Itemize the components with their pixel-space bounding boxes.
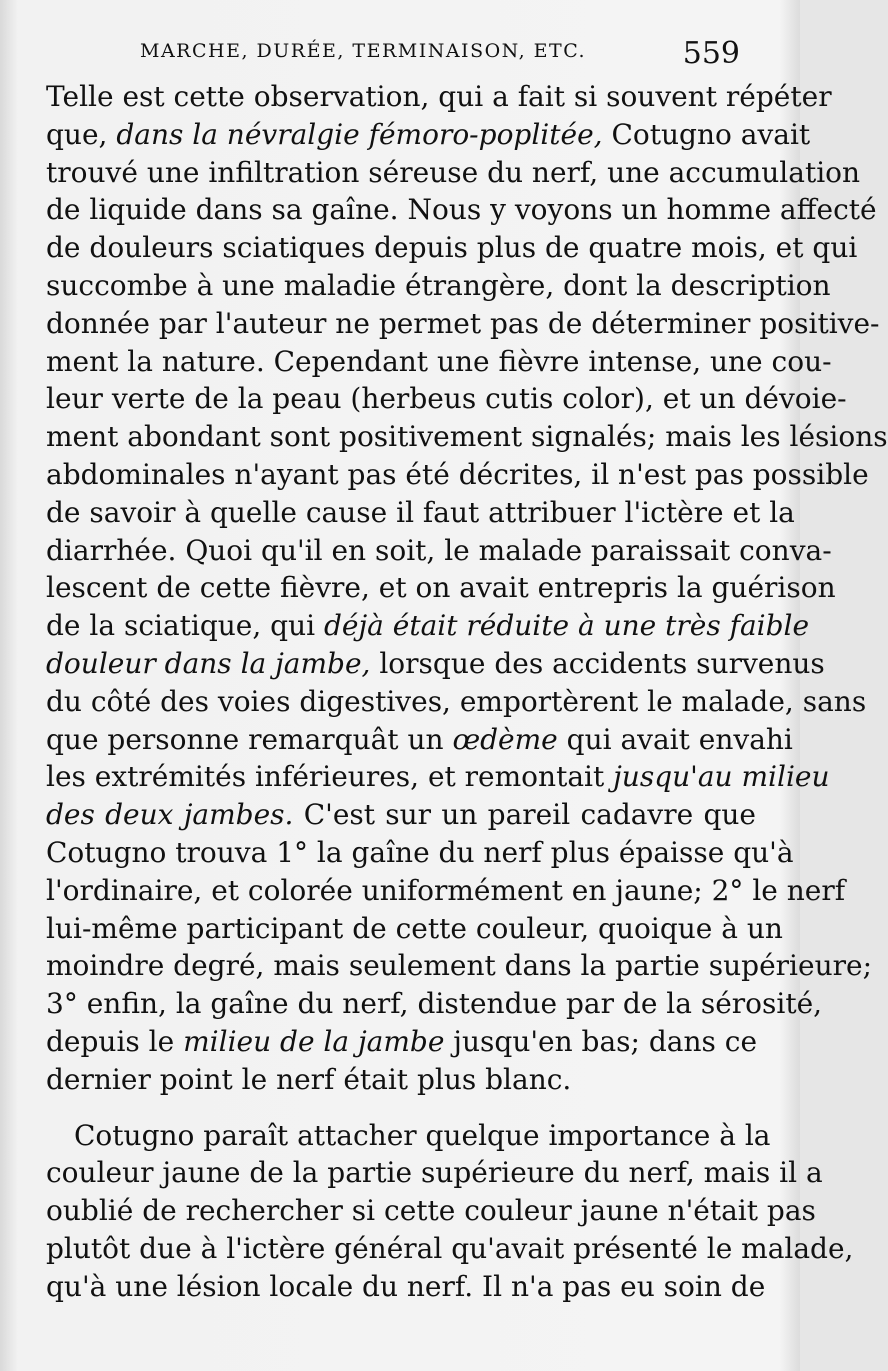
- text-segment: plutôt due à l'ictère général qu'avait présenté le malade,: [46, 1232, 854, 1265]
- text-segment: depuis le: [46, 1025, 184, 1058]
- text-line: [46, 267, 831, 307]
- italic-phrase: des deux jambes.: [46, 798, 294, 831]
- text-segment: Cotugno trouva 1° la gaîne du nerf plus épaisse qu'à: [46, 836, 794, 869]
- text-line: [46, 380, 847, 420]
- text-line: [46, 607, 810, 647]
- text-line: [46, 872, 846, 912]
- text-segment: dernier point le nerf était plus blanc.: [46, 1063, 572, 1096]
- italic-phrase: milieu de la jambe: [183, 1025, 445, 1058]
- text-line: [46, 1154, 823, 1194]
- text-segment: de douleurs sciatiques depuis plus de quatre mois, et qui: [46, 231, 858, 264]
- text-segment: C'est sur un pareil cadavre que: [293, 798, 757, 831]
- text-line: [46, 569, 836, 609]
- text-segment: leur verte de la peau (herbeus cutis color), et un dévoie-: [46, 382, 847, 415]
- text-segment: oublié de rechercher si cette couleur jaune n'était pas: [46, 1194, 816, 1227]
- text-segment: que personne remarquât un: [46, 723, 453, 756]
- text-line: [46, 1268, 766, 1308]
- text-line: [46, 758, 830, 798]
- running-head: MARCHE, DURÉE, TERMINAISON, ETC.: [140, 40, 587, 62]
- text-line: [46, 1192, 816, 1232]
- text-line: [46, 494, 795, 534]
- text-segment: succombe à une maladie étrangère, dont la description: [46, 269, 831, 302]
- text-line: [46, 418, 888, 458]
- text-segment: ment abondant sont positivement signalés; mais les lésions: [46, 420, 888, 453]
- text-line: [46, 834, 794, 874]
- text-segment: l'ordinaire, et colorée uniformément en jaune; 2° le nerf: [46, 874, 846, 907]
- text-line: [46, 305, 880, 345]
- text-line: [46, 1061, 756, 1101]
- text-line: [46, 116, 811, 156]
- text-segment: ment la nature. Cependant une fièvre intense, une cou-: [46, 345, 832, 378]
- page-number: 559: [682, 36, 740, 71]
- text-line: [46, 683, 867, 723]
- text-segment: moindre degré, mais seulement dans la partie supérieure;: [46, 949, 872, 982]
- text-line: [46, 532, 832, 572]
- text-line: [74, 1117, 771, 1157]
- text-line: [46, 796, 756, 836]
- text-segment: de liquide dans sa gaîne. Nous y voyons un homme affecté: [46, 193, 877, 226]
- text-segment: trouvé une infiltration séreuse du nerf, une accumulation: [46, 156, 861, 189]
- text-line: [46, 1023, 756, 1063]
- text-segment: Cotugno avait: [602, 118, 811, 151]
- text-segment: lorsque des accidents survenus: [370, 647, 825, 680]
- text-segment: Cotugno paraît attacher quelque importance à la: [74, 1119, 771, 1152]
- text-segment: abdominales n'ayant pas été décrites, il n'est pas possible: [46, 458, 869, 491]
- text-line: [46, 721, 793, 761]
- text-line: [46, 985, 823, 1025]
- text-line: [46, 154, 861, 194]
- text-line: [46, 229, 858, 269]
- text-segment: qu'à une lésion locale du nerf. Il n'a pas eu soin de: [46, 1270, 766, 1303]
- text-line: [46, 343, 832, 383]
- text-segment: du côté des voies digestives, emportèrent le malade, sans: [46, 685, 867, 718]
- text-segment: couleur jaune de la partie supérieure du nerf, mais il a: [46, 1156, 823, 1189]
- text-segment: 3° enfin, la gaîne du nerf, distendue par de la sérosité,: [46, 987, 823, 1020]
- italic-phrase: dans la névralgie fémoro-poplitée,: [116, 118, 603, 151]
- text-segment: donnée par l'auteur ne permet pas de déterminer positive-: [46, 307, 880, 340]
- text-segment: les extrémités inférieures, et remontait: [46, 760, 614, 793]
- page-header: [140, 36, 740, 76]
- text-segment: lescent de cette fièvre, et on avait entrepris la guérison: [46, 571, 836, 604]
- text-segment: qui avait envahi: [557, 723, 793, 756]
- text-line: [46, 191, 877, 231]
- text-segment: de la sciatique, qui: [46, 609, 324, 642]
- text-segment: que,: [46, 118, 117, 151]
- text-segment: de savoir à quelle cause il faut attribuer l'ictère et la: [46, 496, 795, 529]
- text-line: [46, 910, 783, 950]
- italic-phrase: douleur dans la jambe,: [46, 647, 371, 680]
- italic-phrase: déjà était réduite à une très faible: [324, 609, 810, 642]
- text-line: [46, 1230, 854, 1270]
- text-line: [46, 456, 869, 496]
- italic-phrase: jusqu'au milieu: [613, 760, 830, 793]
- text-segment: jusqu'en bas; dans ce: [444, 1025, 758, 1058]
- text-segment: diarrhée. Quoi qu'il en soit, le malade paraissait conva-: [46, 534, 832, 567]
- text-segment: Telle est cette observation, qui a fait si souvent répéter: [46, 80, 832, 113]
- text-line: [46, 947, 872, 987]
- text-segment: lui-même participant de cette couleur, quoique à un: [46, 912, 783, 945]
- italic-phrase: œdème: [452, 723, 558, 756]
- text-line: [46, 78, 832, 118]
- text-line: [46, 645, 825, 685]
